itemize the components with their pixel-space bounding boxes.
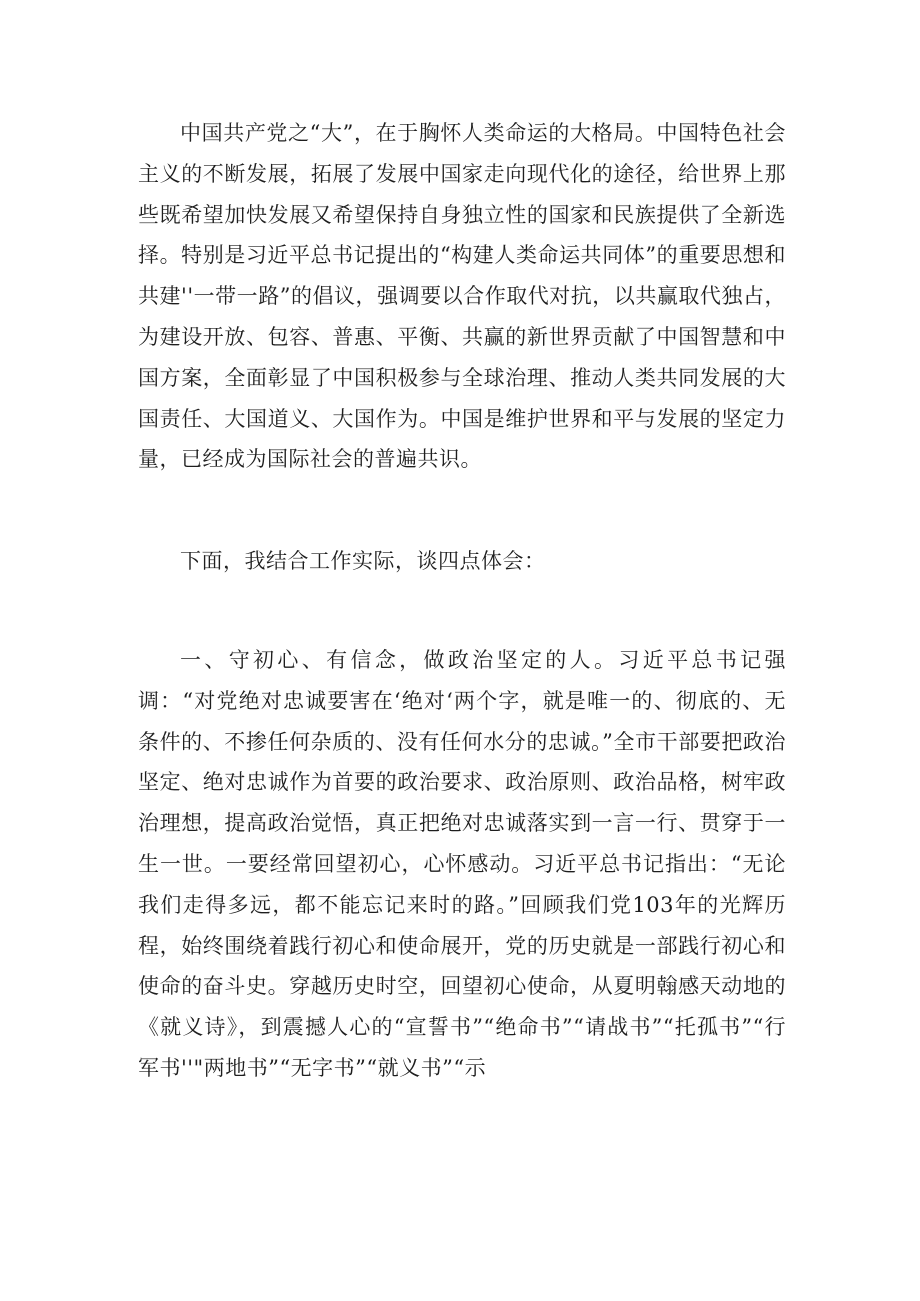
document-body: [138, 113, 786, 1089]
paragraph-four-points-intro: 下面，我结合工作实际，谈四点体会：: [180, 549, 546, 574]
paragraph-spacer: [138, 582, 786, 640]
paragraph-spacer: [138, 480, 786, 541]
paragraph-community-of-shared-future: 中国共产党之“大”，在于胸怀人类命运的大格局。中国特色社会主义的不断发展，拓展了发展中国家走向现代化的途径，给世界上那些既希望加快发展又希望保持自身独立性的国家和民族提供了全新选择。特别是习近平总书记提出的“构建人类命运共同体”的重要思想和共建''一带一路”的倡议，强调要以合作取代对抗，以共赢取代独占，为建设开放、包容、普惠、平衡、共赢的新世界贡献了中国智慧和中国方案，全面彰显了中国积极参与全球治理、推动人类共同发展的大国责任、大国道义、大国作为。中国是维护世界和平与发展的坚定力量，已经成为国际社会的普遍共识。: [138, 121, 786, 472]
paragraph-point-one: 一、守初心、有信念，做政治坚定的人。习近平总书记强调：“对党绝对忠诚要害在‘绝对‘两个字，就是唯一的、彻底的、无条件的、不掺任何杂质的、没有任何水分的忠诚。”全市干部要把政治坚定、绝对忠诚作为首要的政治要求、政治原则、政治品格，树牢政治理想，提高政治觉悟，真正把绝对忠诚落实到一言一行、贯穿于一生一世。一要经常回望初心，心怀感动。习近平总书记指出：“无论我们走得多远，都不能忘记来时的路。”回顾我们党103年的光辉历程，始终围绕着践行初心和使命展开，党的历史就是一部践行初心和使命的奋斗史。穿越历史时空，回望初心使命，从夏明翰感天动地的《就义诗》，到震撼人心的“宣誓书”“绝命书”“请战书”“托孤书”“行军书''"两地书”“无字书”“就义书”“示: [138, 647, 786, 1080]
